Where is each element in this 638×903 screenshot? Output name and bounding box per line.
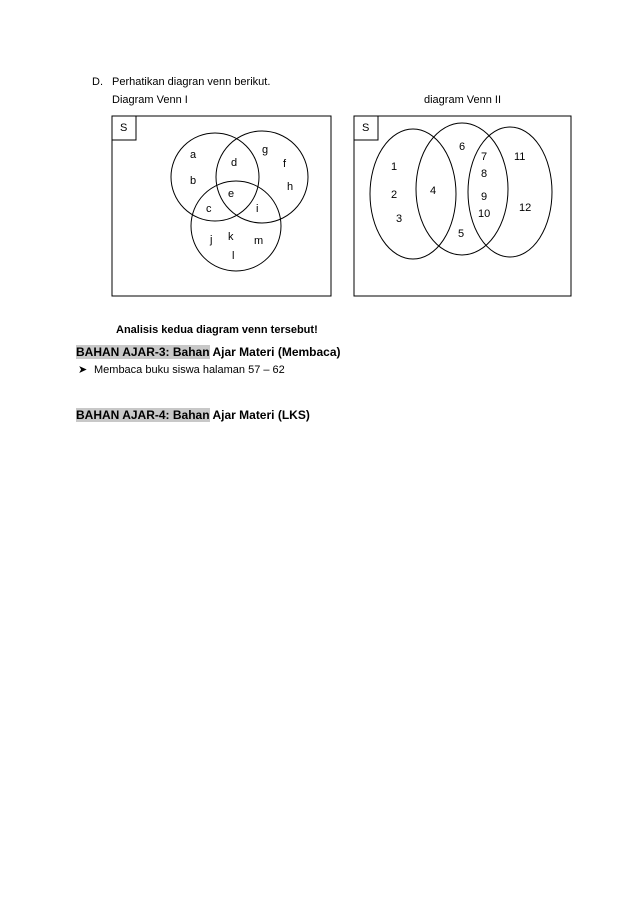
venn2-element: 4 xyxy=(430,185,437,197)
venn2-element: 10 xyxy=(478,208,491,220)
venn1-element: l xyxy=(232,250,235,262)
venn2-element: 6 xyxy=(459,141,466,153)
venn1-element: d xyxy=(231,157,238,169)
venn1-element: j xyxy=(210,234,213,246)
venn1-element: h xyxy=(287,181,294,193)
venn2-element: 2 xyxy=(391,189,398,201)
venn1-element: m xyxy=(254,235,264,247)
venn1-circle-c xyxy=(191,181,281,271)
bahan4-heading-highlight: BAHAN AJAR-4: Bahan xyxy=(76,408,210,422)
venn2-label: diagram Venn II xyxy=(424,94,502,106)
bullet-arrow-icon: ➤ xyxy=(78,364,88,376)
venn2-element: 9 xyxy=(481,191,488,203)
bahan4-heading-rest: Ajar Materi (LKS) xyxy=(209,408,310,422)
venn1-element: b xyxy=(190,175,197,187)
venn2-element: 5 xyxy=(458,228,465,240)
analysis-prompt: Analisis kedua diagram venn tersebut! xyxy=(116,324,318,336)
venn2-element: 12 xyxy=(519,202,532,214)
venn1-element: i xyxy=(256,203,259,215)
venn2-ellipse-left xyxy=(370,129,456,259)
venn1-element: c xyxy=(206,203,212,215)
venn1-circle-a xyxy=(171,133,259,221)
bahan4-heading xyxy=(76,408,310,422)
venn1-element: k xyxy=(228,231,234,243)
venn1-element: e xyxy=(228,188,235,200)
venn2-element: 7 xyxy=(481,151,488,163)
bahan3-heading-rest: Ajar Materi (Membaca) xyxy=(209,345,341,359)
bahan3-bullet-text: Membaca buku siswa halaman 57 – 62 xyxy=(94,364,285,376)
instruction-text: Perhatikan diagran venn berikut. xyxy=(112,76,271,88)
venn1-element: f xyxy=(283,158,287,170)
section-marker: D. xyxy=(92,76,103,88)
venn1-element: g xyxy=(262,144,269,156)
venn2-element: 1 xyxy=(391,161,398,173)
bahan3-heading xyxy=(76,345,341,359)
venn2-element: 11 xyxy=(514,151,526,163)
venn1-universe-label: S xyxy=(120,122,128,134)
bahan3-heading-highlight: BAHAN AJAR-3: Bahan xyxy=(76,345,210,359)
venn2-universe-label: S xyxy=(362,122,370,134)
venn2-element: 3 xyxy=(396,213,403,225)
venn1-label: Diagram Venn I xyxy=(112,94,188,106)
venn2-element: 8 xyxy=(481,168,488,180)
venn1-element: a xyxy=(190,149,197,161)
